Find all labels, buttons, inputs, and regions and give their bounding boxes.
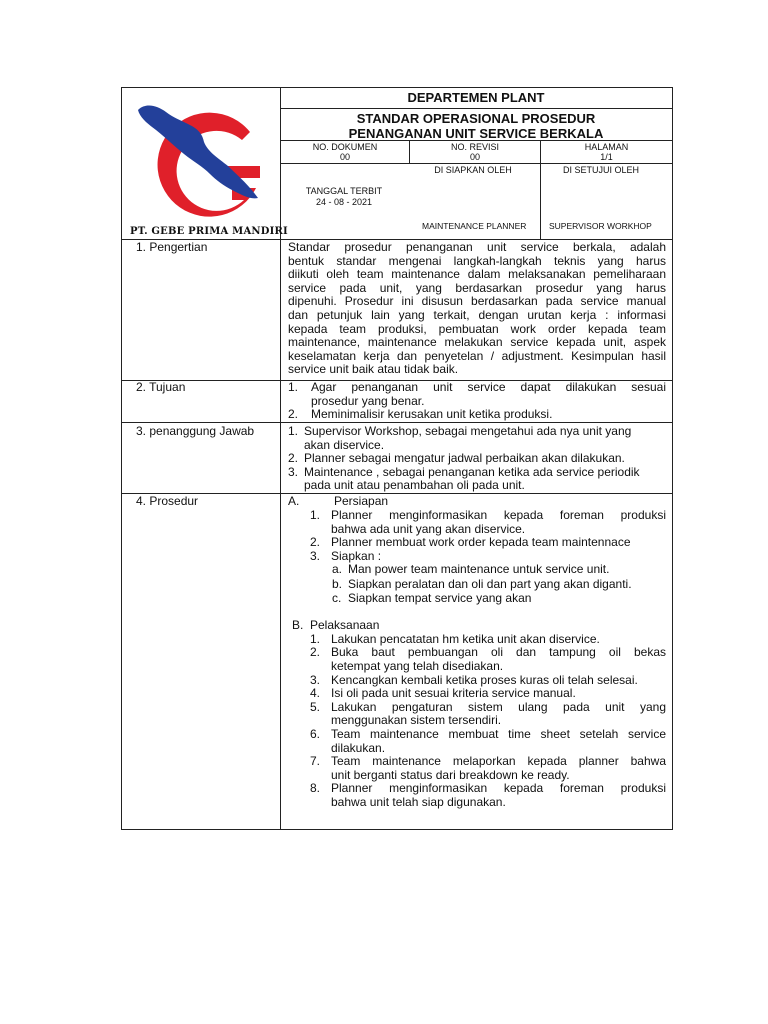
list-item-line: unit berganti status dari breakdown ke ready.: [331, 767, 570, 782]
list-item-line: pada unit atau penambahan oli pada unit.: [304, 478, 525, 493]
tujuan-list: [288, 381, 666, 422]
sub-list-item: [288, 592, 666, 607]
sub-list-letter: a.: [332, 562, 343, 577]
list-item-number: 3.: [288, 464, 299, 479]
pengertian-line: dipenuhi. Prosedur ini disusun berdasarkan pada service manual: [288, 294, 666, 309]
pengertian-paragraph: [288, 241, 666, 377]
list-item-line: menggunakan sistem tersendiri.: [331, 713, 502, 728]
list-item-line: akan diservice.: [304, 437, 385, 452]
list-item-line: ketempat yang telah disediakan.: [331, 659, 504, 674]
pengertian-line: maintenance, maintenance melakukan service kepada unit, aspek: [288, 335, 666, 350]
prosedur-b-title: Pelaksanaan: [310, 617, 380, 632]
sub-list-text: Man power team maintenance untuk service unit.: [348, 562, 610, 577]
sub-list-letter: c.: [332, 591, 342, 606]
list-item-line: Planner membuat work order kepada team maintennace: [331, 535, 631, 550]
list-item-line: bahwa ada unit yang akan diservice.: [331, 521, 526, 536]
label-prosedur: 4. Prosedur: [136, 494, 199, 508]
list-item: [288, 646, 666, 673]
halaman-label: HALAMAN: [584, 142, 629, 152]
prosedur-a-list: [288, 509, 666, 563]
prosedur-b-marker: B.: [292, 617, 304, 632]
list-item-number: 1.: [310, 508, 321, 522]
list-item-line: Team maintenance melaporkan kepada planner bahwa: [331, 754, 666, 769]
list-item-line: Kencangkan kembali ketika proses kuras oli telah selesai.: [331, 672, 638, 687]
list-item-line: dilakukan.: [331, 740, 386, 755]
pengertian-line: dan petunjuk lain yang terkait, dengan urutan kerja : informasi: [288, 307, 666, 322]
list-item-line: Siapkan :: [331, 548, 382, 563]
pengertian-line: bentuk standar mengenai langkah-langkah teknis yang harus: [288, 253, 666, 268]
list-item: [288, 466, 666, 493]
list-item-number: 8.: [310, 781, 321, 796]
tanggal-value: 24 - 08 - 2021: [315, 197, 373, 207]
penanggung-list: [288, 425, 666, 493]
list-item-number: 5.: [310, 699, 321, 714]
list-item-number: 1.: [310, 631, 321, 646]
list-item-line: Maintenance , sebagai penanganan ketika ada service periodik: [304, 464, 640, 479]
list-item-line: Isi oli pada unit sesuai kriteria service manual.: [331, 686, 576, 701]
list-item-number: 1.: [288, 380, 299, 394]
list-item-number: 2.: [288, 451, 299, 466]
pengertian-line: diikuti oleh team maintenance dalam melaksanakan pemeliharaan: [288, 267, 666, 282]
no-revisi-value: 00: [469, 152, 480, 162]
list-item: [288, 687, 666, 701]
row-divider-2: [122, 422, 672, 423]
list-item-number: 7.: [310, 754, 321, 769]
list-item-number: 1.: [288, 424, 299, 438]
prosedur-a-marker: A.: [288, 494, 300, 508]
list-item-line: Meminimalisir kerusakan unit ketika produksi.: [311, 407, 553, 422]
label-pengertian: 1. Pengertian: [136, 240, 208, 254]
list-item: [288, 782, 666, 809]
list-item-line: Lakukan pengaturan sistem ulang pada unit yang: [331, 699, 666, 714]
sub-list-letter: b.: [332, 576, 343, 591]
list-item-line: Planner menginformasikan kepada foreman produksi: [331, 781, 666, 796]
list-item-line: Planner sebagai mengatur jadwal perbaikan akan dilakukan.: [304, 451, 625, 466]
list-item: [288, 550, 666, 564]
halaman-value: 1/1: [600, 152, 613, 162]
list-item-line: Team maintenance membuat time sheet setelah service: [331, 727, 666, 742]
list-item-number: 6.: [310, 727, 321, 742]
pengertian-line: service unit baik atau tidak baik.: [288, 362, 459, 377]
company-logo: [132, 96, 272, 228]
department-title: DEPARTEMEN PLANT: [407, 90, 545, 105]
list-item-line: Buka baut pembuangan oli dan tampung oil bekas: [331, 645, 666, 660]
disetujui-value: SUPERVISOR WORKHOP: [549, 221, 652, 231]
list-item: [288, 633, 666, 647]
prosedur-b-header: [288, 619, 666, 633]
list-item-number: 3.: [310, 672, 321, 687]
no-revisi-label: NO. REVISI: [450, 142, 499, 152]
prosedur-a-title: Persiapan: [334, 494, 389, 508]
list-item-line: prosedur yang benar.: [311, 393, 425, 408]
no-dokumen-value: 00: [339, 152, 350, 162]
sub-list-item: [288, 578, 666, 593]
pengertian-line: service pada unit, yang berdasarkan prosedur yang harus: [288, 280, 666, 295]
dept-divider: [280, 108, 672, 109]
sop-title-line1: STANDAR OPERASIONAL PROSEDUR: [356, 111, 596, 126]
pengertian-line: Standar prosedur penanganan unit service berkala, adalah: [288, 240, 666, 254]
sop-document: [121, 87, 673, 830]
list-item-number: 2.: [288, 407, 299, 422]
prosedur-b-list: [288, 633, 666, 810]
company-name: PT. GEBE PRIMA MANDIRI: [130, 226, 288, 237]
list-item: [288, 536, 666, 550]
sub-list-text: Siapkan peralatan dan oli dan part yang akan diganti.: [348, 576, 632, 591]
list-item-line: bahwa unit telah siap digunakan.: [331, 795, 506, 809]
list-item: [288, 701, 666, 728]
sub-list-item: [288, 563, 666, 578]
list-item: [288, 509, 666, 536]
disiapkan-label: DI SIAPKAN OLEH: [434, 165, 512, 175]
list-item-number: 2.: [310, 645, 321, 660]
prosedur-a-sublist: [288, 563, 666, 607]
pengertian-line: kepada team produksi, pembuatan work order kepada team: [288, 321, 666, 336]
label-tujuan: 2. Tujuan: [136, 380, 186, 394]
disetujui-label: DI SETUJUI OLEH: [562, 165, 639, 175]
list-item: [288, 408, 666, 422]
list-item-line: Planner menginformasikan kepada foreman produksi: [331, 508, 666, 522]
list-item: [288, 755, 666, 782]
list-item-line: Supervisor Workshop, sebagai mengetahui ada nya unit yang: [304, 424, 632, 438]
tanggal-label: TANGGAL TERBIT: [305, 186, 383, 196]
list-item: [288, 425, 666, 452]
no-dokumen-label: NO. DOKUMEN: [312, 142, 378, 152]
list-item-number: 3.: [310, 548, 321, 563]
label-penanggung-jawab: 3. penanggung Jawab: [136, 424, 255, 438]
docno-divider: [280, 163, 672, 164]
pengertian-line: keselamatan kerja dan penyetelan / adjustment. Kesimpulan hasil: [288, 348, 666, 363]
list-item: [288, 381, 666, 408]
list-item: [288, 452, 666, 466]
list-item-number: 4.: [310, 686, 321, 701]
list-item: [288, 674, 666, 688]
prosedur-section: [288, 495, 666, 810]
disiapkan-value: MAINTENANCE PLANNER: [422, 221, 527, 231]
list-item: [288, 728, 666, 755]
list-item-number: 2.: [310, 535, 321, 550]
prosedur-a-header: [288, 495, 666, 509]
row-divider-3: [122, 493, 672, 494]
sop-title-line2: PENANGANAN UNIT SERVICE BERKALA: [348, 126, 604, 141]
list-item-line: Agar penanganan unit service dapat dilakukan sesuai: [311, 380, 666, 394]
list-item-line: Lakukan pencatatan hm ketika unit akan diservice.: [331, 631, 600, 646]
sub-list-text: Siapkan tempat service yang akan: [348, 591, 532, 606]
